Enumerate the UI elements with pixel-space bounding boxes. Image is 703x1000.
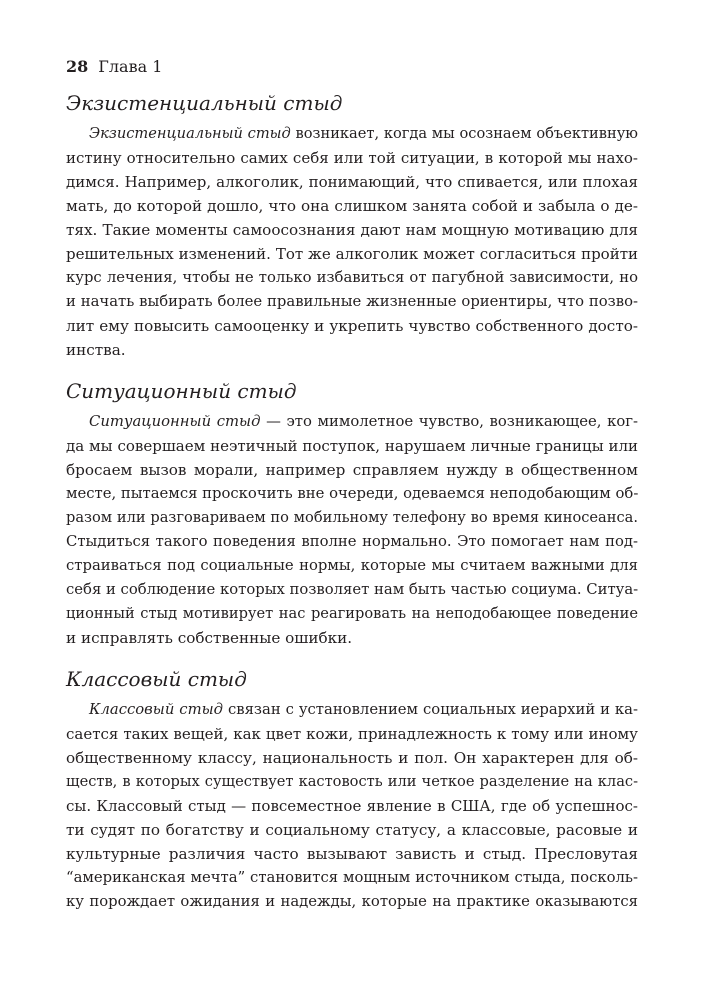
term-italic: Экзистенциальный стыд (89, 125, 291, 142)
text-line: инства. (66, 341, 126, 359)
text-line: ти судят по богатству и социальному статусу, а классовые, расовые и (66, 821, 638, 839)
text-line: культурные различия часто вызывают зависть и стыд. Пресловутая (66, 845, 638, 863)
section-heading: Ситуационный стыд (66, 379, 297, 403)
text-line (89, 122, 638, 146)
text-line: себя и соблюдение которых позволяет нам быть частью социума. Ситуа- (66, 581, 639, 598)
text-line: ку порождает ожидания и надежды, которые на практике оказываются (66, 893, 638, 910)
text-line: “американская мечта” становится мощным источником стыда, посколь- (66, 869, 638, 886)
text-line (89, 698, 638, 722)
text-line: сы. Классовый стыд — повсеместное явление в США, где об успешнос- (66, 797, 638, 815)
section-heading: Классовый стыд (66, 667, 247, 691)
text-line: разом или разговариваем по мобильному телефону во время киносеанса. (66, 509, 638, 526)
term-italic: Классовый стыд (89, 701, 224, 718)
text-line: тях. Такие моменты самоосознания дают нам мощную мотивацию для (66, 221, 638, 239)
text-line: курс лечения, чтобы не только избавиться от пагубной зависимости, но (66, 269, 638, 286)
page-number: 28 (66, 57, 89, 76)
text-line: ществ, в которых существует кастовость или четкое разделение на клас- (66, 773, 638, 790)
text-line: ционный стыд мотивирует нас реагировать на неподобающее поведение (66, 605, 638, 622)
text-line: месте, пытаемся проскочить вне очереди, одеваемся неподобающим об- (66, 485, 639, 502)
line-text: — это мимолетное чувство, возникающее, ког- (260, 413, 639, 430)
text-line: и начать выбирать более правильные жизненные ориентиры, что позво- (66, 293, 638, 310)
text-line: да мы совершаем неэтичный поступок, нарушаем личные границы или (66, 437, 638, 455)
text-line: мать, до которой дошло, что она слишком занята собой и забыла о де- (66, 197, 638, 215)
text-line (89, 410, 638, 434)
term-italic: Ситуационный стыд (89, 413, 261, 430)
text-line: сается таких вещей, как цвет кожи, принадлежность к тому или иному (66, 725, 638, 743)
text-line: димся. Например, алкоголик, понимающий, что спивается, или плохая (66, 173, 638, 191)
text-line: страиваться под социальные нормы, которые мы считаем важными для (66, 557, 638, 574)
chapter-title: Глава 1 (98, 57, 163, 76)
text-line: бросаем вызов морали, например справляем нужду в общественном (66, 461, 638, 479)
text-line: и исправлять собственные ошибки. (66, 629, 353, 647)
text-line: истину относительно самих себя или той ситуации, в которой мы нахо- (66, 149, 638, 167)
line-text: связан с установлением социальных иерархий и ка- (223, 701, 638, 718)
section-heading: Экзистенциальный стыд (66, 91, 343, 115)
line-text: возникает, когда мы осознаем объективную (290, 125, 638, 142)
text-line: лит ему повысить самооценку и укрепить чувство собственного досто- (66, 317, 638, 335)
text-line: общественному классу, национальность и пол. Он характерен для об- (66, 749, 638, 767)
text-line: Стыдиться такого поведения вполне нормально. Это помогает нам под- (66, 533, 638, 550)
text-line: решительных изменений. Тот же алкоголик может согласиться пройти (66, 245, 638, 263)
running-header (66, 56, 162, 78)
